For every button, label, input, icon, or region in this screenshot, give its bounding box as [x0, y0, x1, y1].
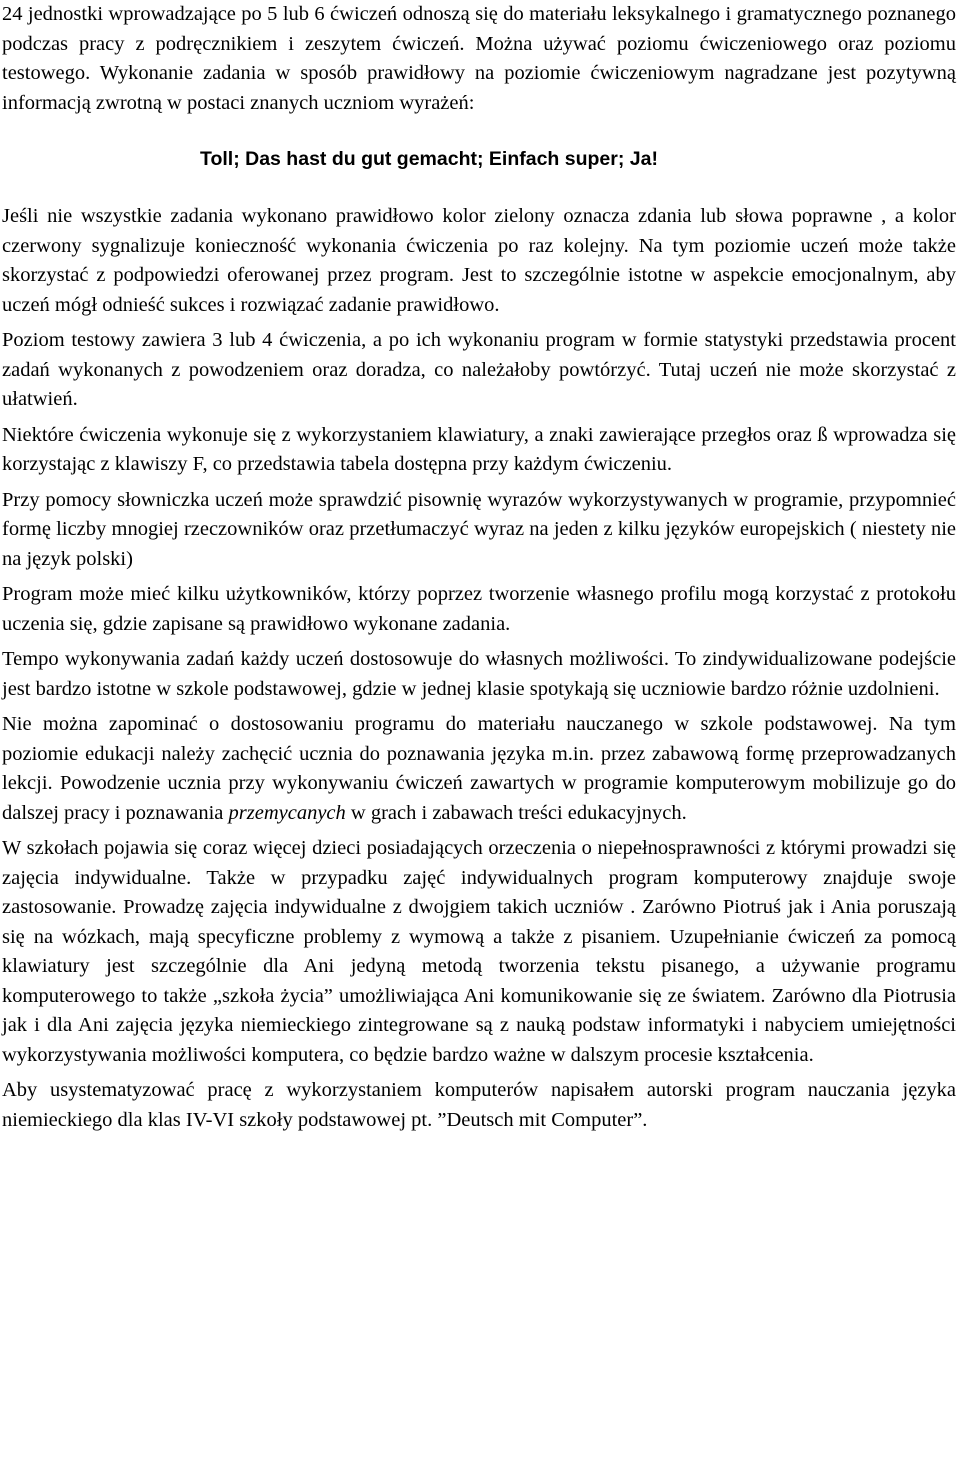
dictionary-paragraph: Przy pomocy słowniczka uczeń może sprawdzić pisownię wyrazów wykorzystywanych w programie, przypomnieć formę liczby mnogiej rzeczowników oraz przetłumaczyć wyraz na jeden z kilku języków europejskich ( niestety nie na język polski) — [2, 488, 956, 570]
praise-phrases: Toll; Das hast du gut gemacht; Einfach super; Ja! — [200, 148, 658, 170]
users-paragraph: Program może mieć kilku użytkowników, którzy poprzez tworzenie własnego profilu mogą korzystać z protokołu uczenia się, gdzie zapisane są prawidłowo wykonane zadania. — [2, 583, 956, 635]
test-level-paragraph: Poziom testowy zawiera 3 lub 4 ćwiczenia, a po ich wykonaniu program w formie statystyki przedstawia procent zadań wykonanych z powodzeniem oraz doradza, co należałoby powtórzyć. Tutaj uczeń nie może skorzystać z ułatwień. — [2, 329, 956, 410]
disability-paragraph: W szkołach pojawia się coraz więcej dzieci posiadających orzeczenia o niepełnosprawności z którymi prowadzi się zajęcia indywidualne. Także w przypadku zajęć indywidualnych program komputerowy znajduje swoje zastosowanie. Prowadzę zajęcia indywidualne z dwojgiem takich uczniów . Zarówno Piotruś jak i Ania poruszają się na wózkach, mają specyficzne problemy z wymową a także z pisaniem. Uzupełnianie ćwiczeń za pomocą klawiatury jest szczególnie dla Ani jedyną metodą tworzenia tekstu pisanego, a używanie programu komputerowego to także „szkoła życia” umożliwiająca Ani komunikowanie się ze światem. Zarówno dla Piotrusia jak i dla Ani zajęcia języka niemieckiego zintegrowane są z nauką podstaw informatyki i nabyciem umiejętności wykorzystywania możliwości komputera, co będzie bardzo ważne w dalszym procesie kształcenia. — [2, 837, 956, 1066]
adaptation-text-before: Nie można zapominać o dostosowaniu programu do materiału nauczanego w szkole podstawowej. Na tym poziomie edukacji należy zachęcić ucznia do poznawania języka m.in. przez zabawową formę przeprowadzanych lekcji. Powodzenie ucznia przy wykonywaniu ćwiczeń zawartych w programie komputerowym mobilizuje go do dalszej pracy i poznawania — [2, 713, 956, 824]
keyboard-paragraph: Niektóre ćwiczenia wykonuje się z wykorzystaniem klawiatury, a znaki zawierające przegłos oraz ß wprowadza się korzystając z klawiszy F, co przedstawia tabela dostępna przy każdym ćwiczeniu. — [2, 423, 956, 475]
author-program-paragraph: Aby usystematyzować pracę z wykorzystaniem komputerów napisałem autorski program nauczania języka niemieckiego dla klas IV-VI szkoły podstawowej pt. ”Deutsch mit Computer”. — [2, 1079, 956, 1131]
adaptation-paragraph — [2, 710, 956, 828]
intro-paragraph: 24 jednostki wprowadzające po 5 lub 6 ćwiczeń odnoszą się do materiału leksykalnego i gramatycznego poznanego podczas pracy z podręcznikiem i zeszytem ćwiczeń. Można używać poziomu ćwiczeniowego oraz poziomu testowego. Wykonanie zadania w sposób prawidłowy na poziomie ćwiczeniowym nagradzane jest pozytywną informacją zwrotną w postaci znanych uczniom wyrażeń: — [2, 3, 956, 114]
colors-paragraph: Jeśli nie wszystkie zadania wykonano prawidłowo kolor zielony oznacza zdania lub słowa poprawne , a kolor czerwony sygnalizuje konieczność wykonania ćwiczenia po raz kolejny. Na tym poziomie uczeń może także skorzystać z podpowiedzi oferowanej przez program. Jest to szczególnie istotne w aspekcie emocjonalnym, aby uczeń mógł odnieść sukces i rozwiązać zadanie prawidłowo. — [2, 205, 956, 316]
pace-paragraph: Tempo wykonywania zadań każdy uczeń dostosowuje do własnych możliwości. To zindywidualizowane podejście jest bardzo istotne w szkole podstawowej, gdzie w jednej klasie spotykają się uczniowie bardzo różnie uzdolnieni. — [2, 648, 956, 700]
adaptation-italic-word: przemycanych — [228, 801, 346, 824]
adaptation-text-after: w grach i zabawach treści edukacyjnych. — [345, 801, 687, 824]
